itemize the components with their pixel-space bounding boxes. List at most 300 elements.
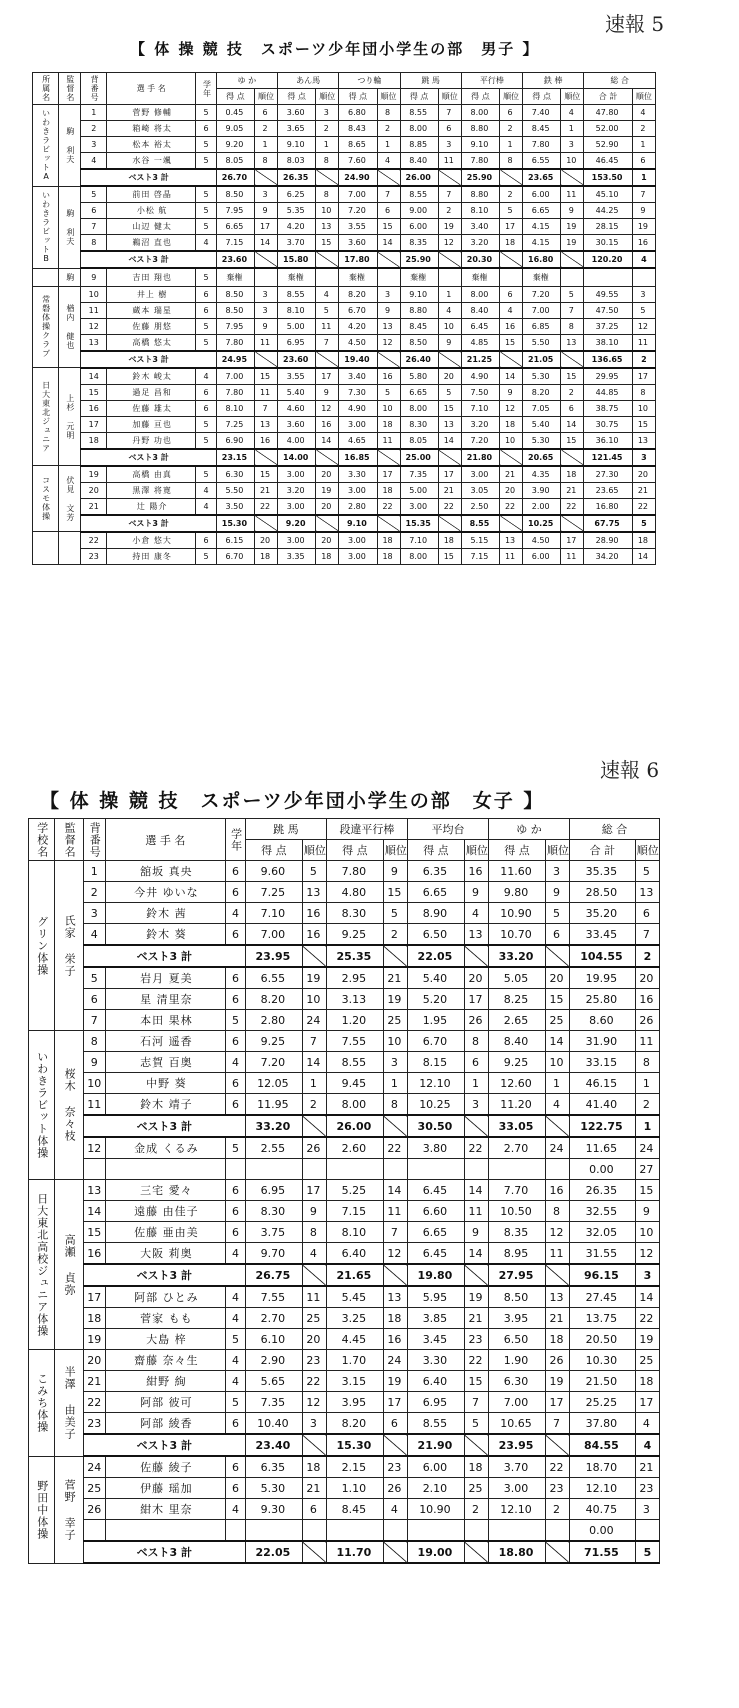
- score-cell: 35.35: [570, 861, 636, 882]
- best3-rank: 2: [632, 351, 655, 368]
- score-cell: 6: [226, 1031, 246, 1052]
- table-row: [33, 137, 656, 153]
- score-cell: 10.25: [407, 1094, 464, 1116]
- score-cell: 6.25: [278, 186, 316, 203]
- score-cell: 15: [464, 1371, 488, 1392]
- score-cell: 8.05: [400, 432, 438, 449]
- table-row: [29, 1308, 660, 1329]
- header-grade: 学年: [226, 819, 246, 861]
- table-row: [29, 1478, 660, 1499]
- best3-score: 27.95: [489, 1264, 546, 1286]
- score-cell: 22: [464, 1137, 488, 1159]
- score-cell: 1: [255, 137, 278, 153]
- bib-number: 2: [83, 882, 105, 903]
- girls-title: 【 体 操 競 技 スポーツ少年団小学生の部 女子 】: [40, 790, 545, 812]
- score-cell: 5.30: [523, 432, 561, 449]
- score-cell: 14: [464, 1243, 488, 1265]
- score-cell: 11: [500, 548, 523, 564]
- score-cell: 4.50: [339, 334, 377, 351]
- score-cell: 4.90: [461, 368, 499, 385]
- score-cell: 7.00: [245, 924, 302, 946]
- table-row: [29, 1052, 660, 1073]
- table-row: [33, 498, 656, 515]
- athlete-name: 佐藤 綾子: [105, 1456, 226, 1478]
- score-cell: 13: [302, 882, 326, 903]
- coach-name: 楢内 健也: [58, 286, 81, 368]
- score-cell: 2.65: [489, 1010, 546, 1031]
- score-cell: 22: [632, 498, 655, 515]
- athlete-name: 蔵本 瑞星: [107, 302, 196, 318]
- athlete-name: 遠藤 由佳子: [105, 1201, 226, 1222]
- score-cell: 9.05: [216, 121, 254, 137]
- best3-slash: [561, 515, 584, 532]
- score-cell: 6.50: [407, 924, 464, 946]
- score-cell: 46.15: [570, 1073, 636, 1094]
- score-cell: 5.15: [461, 532, 499, 549]
- score-cell: 12.05: [245, 1073, 302, 1094]
- score-cell: 1.10: [326, 1478, 383, 1499]
- best3-score: 19.00: [407, 1541, 464, 1563]
- score-cell: 9: [377, 302, 400, 318]
- best3-slash: [500, 449, 523, 466]
- score-cell: 8.15: [407, 1052, 464, 1073]
- bib-number: 13: [83, 1180, 105, 1201]
- score-cell: 11: [383, 1201, 407, 1222]
- club-name: [33, 268, 59, 286]
- score-cell: 21: [302, 1478, 326, 1499]
- club-name: 日大東北高校ジュニア体操: [29, 1180, 55, 1350]
- score-cell: 2: [438, 203, 461, 219]
- best3-slash: [302, 1264, 326, 1286]
- score-cell: 22: [377, 498, 400, 515]
- score-cell: 23: [302, 1350, 326, 1371]
- score-cell: 8.00: [326, 1094, 383, 1116]
- score-cell: 5: [377, 384, 400, 400]
- score-cell: 8.55: [400, 186, 438, 203]
- bib-number: 7: [81, 219, 107, 235]
- score-cell: 16: [632, 235, 655, 252]
- score-cell: 6: [632, 153, 655, 170]
- score-cell: 49.55: [584, 286, 633, 302]
- score-cell: 5.95: [407, 1286, 464, 1308]
- score-cell: 6: [226, 882, 246, 903]
- score-cell: 5: [196, 318, 216, 334]
- coach-name: 氏家 栄子: [55, 861, 83, 1031]
- score-cell: 9.25: [489, 1052, 546, 1073]
- score-cell: 1.20: [326, 1010, 383, 1031]
- bib-number: 26: [83, 1499, 105, 1520]
- best3-slash: [302, 1434, 326, 1456]
- score-cell: 8.20: [339, 286, 377, 302]
- score-cell: 25: [383, 1010, 407, 1031]
- table-row: [33, 334, 656, 351]
- score-cell: 4: [226, 903, 246, 924]
- score-cell: 7.55: [326, 1031, 383, 1052]
- score-cell: 31.90: [570, 1031, 636, 1052]
- score-cell: 3.15: [326, 1371, 383, 1392]
- best3-row: [33, 351, 656, 368]
- score-cell: 8: [316, 186, 339, 203]
- score-cell: 16: [302, 924, 326, 946]
- score-cell: 3: [561, 137, 584, 153]
- score-cell: 6: [196, 384, 216, 400]
- score-cell: 20: [316, 466, 339, 483]
- coach-name: 菅野 幸子: [55, 1456, 83, 1563]
- score-cell: 8.80: [400, 302, 438, 318]
- score-cell: 10: [438, 318, 461, 334]
- score-cell: 8.40: [400, 153, 438, 170]
- header-name: 選 手 名: [105, 819, 226, 861]
- score-cell: 5.40: [278, 384, 316, 400]
- score-cell: 19: [383, 989, 407, 1010]
- bib-number: 21: [81, 498, 107, 515]
- best3-score: 10.25: [523, 515, 561, 532]
- bib-number: 19: [81, 466, 107, 483]
- score-cell: 14: [632, 548, 655, 564]
- boys-title: 【 体 操 競 技 スポーツ少年団小学生の部 男子 】: [130, 40, 540, 58]
- score-cell: 4: [226, 1243, 246, 1265]
- best3-score: 26.00: [400, 169, 438, 186]
- score-cell: [438, 268, 461, 286]
- best3-score: 24.90: [339, 169, 377, 186]
- score-cell: 8: [635, 1052, 659, 1073]
- athlete-name: 高橋 悠太: [107, 334, 196, 351]
- score-cell: 1: [561, 121, 584, 137]
- header-club: 学校名: [29, 819, 55, 861]
- score-cell: 15: [383, 882, 407, 903]
- score-cell: 3.00: [339, 482, 377, 498]
- best3-score: 19.80: [407, 1264, 464, 1286]
- score-cell: 6.00: [400, 219, 438, 235]
- athlete-name: 佐藤 雄太: [107, 400, 196, 416]
- score-cell: 2.00: [523, 498, 561, 515]
- score-cell: 8.00: [461, 105, 499, 121]
- score-cell: 44.25: [584, 203, 633, 219]
- bib-number: 11: [81, 302, 107, 318]
- score-cell: 27: [635, 1159, 659, 1180]
- score-cell: 4: [196, 368, 216, 385]
- table-row: [29, 1286, 660, 1308]
- best3-slash: [438, 251, 461, 268]
- score-cell: 24: [383, 1350, 407, 1371]
- score-cell: 2: [632, 121, 655, 137]
- score-cell: 11: [561, 548, 584, 564]
- score-cell: 37.80: [570, 1413, 636, 1435]
- score-cell: 14: [377, 235, 400, 252]
- score-cell: 3.65: [278, 121, 316, 137]
- best3-score: 23.60: [216, 251, 254, 268]
- score-cell: 7: [635, 924, 659, 946]
- score-cell: 5.05: [489, 967, 546, 989]
- best3-slash: [500, 251, 523, 268]
- bib-number: 6: [83, 989, 105, 1010]
- score-cell: 16: [464, 861, 488, 882]
- score-cell: 36.10: [584, 432, 633, 449]
- score-cell: 6.70: [407, 1031, 464, 1052]
- table-row: [29, 1073, 660, 1094]
- score-cell: 11: [302, 1286, 326, 1308]
- best3-score: 33.05: [489, 1115, 546, 1137]
- score-cell: 17: [302, 1180, 326, 1201]
- score-cell: 7: [377, 186, 400, 203]
- score-cell: 7.50: [461, 384, 499, 400]
- score-cell: 6.55: [245, 967, 302, 989]
- score-cell: 5.20: [407, 989, 464, 1010]
- score-cell: 13: [500, 532, 523, 549]
- best3-total: 153.50: [584, 169, 633, 186]
- score-cell: 21.50: [570, 1371, 636, 1392]
- best3-slash: [464, 1115, 488, 1137]
- score-cell: 13.75: [570, 1308, 636, 1329]
- score-cell: 12.10: [489, 1499, 546, 1520]
- score-cell: 11: [464, 1201, 488, 1222]
- best3-total: 122.75: [570, 1115, 636, 1137]
- coach-name: 上杉 元明: [58, 368, 81, 466]
- best3-slash: [464, 1434, 488, 1456]
- score-cell: 14: [464, 1180, 488, 1201]
- best3-label: ベスト3 計: [81, 251, 216, 268]
- score-cell: 8: [377, 105, 400, 121]
- score-cell: 9: [302, 1201, 326, 1222]
- header-event: つり輪: [339, 73, 400, 89]
- score-cell: 8.55: [407, 1413, 464, 1435]
- table-row: [33, 302, 656, 318]
- header-grade: 学年: [196, 73, 216, 105]
- score-cell: 9.25: [326, 924, 383, 946]
- score-cell: 8.55: [400, 105, 438, 121]
- score-cell: 2: [500, 121, 523, 137]
- score-cell: 7: [316, 334, 339, 351]
- best3-slash: [377, 169, 400, 186]
- athlete-name: 阿部 綾香: [105, 1413, 226, 1435]
- score-cell: 8.80: [461, 186, 499, 203]
- score-cell: 22: [545, 1456, 569, 1478]
- best3-score: 21.05: [523, 351, 561, 368]
- score-cell: 5: [196, 153, 216, 170]
- score-cell: 21: [561, 482, 584, 498]
- best3-rank: 5: [632, 515, 655, 532]
- best3-score: 23.95: [245, 945, 302, 967]
- bib-number: 13: [81, 334, 107, 351]
- score-cell: 6.60: [407, 1201, 464, 1222]
- score-cell: 9: [464, 882, 488, 903]
- best3-score: 21.90: [407, 1434, 464, 1456]
- score-cell: 7: [302, 1031, 326, 1052]
- athlete-name: 鵜沼 直也: [107, 235, 196, 252]
- score-cell: 2: [302, 1094, 326, 1116]
- best3-score: 26.00: [326, 1115, 383, 1137]
- score-cell: 10.70: [489, 924, 546, 946]
- best3-score: 17.80: [339, 251, 377, 268]
- score-cell: 3.95: [489, 1308, 546, 1329]
- best3-rank: 5: [635, 1541, 659, 1563]
- score-cell: 16: [635, 989, 659, 1010]
- bib-number: 9: [83, 1052, 105, 1073]
- score-cell: 21: [500, 466, 523, 483]
- score-cell: 3.20: [278, 482, 316, 498]
- score-cell: 10.30: [570, 1350, 636, 1371]
- score-cell: 10: [561, 153, 584, 170]
- score-cell: 9: [545, 882, 569, 903]
- bib-number: 3: [83, 903, 105, 924]
- score-cell: 4: [226, 1371, 246, 1392]
- score-cell: 7.95: [216, 203, 254, 219]
- score-cell: 27.30: [584, 466, 633, 483]
- coach-name: 桜木 奈々枝: [55, 1031, 83, 1180]
- score-cell: 20: [500, 482, 523, 498]
- header-score: 得 点: [489, 840, 546, 861]
- header-score: 得 点: [407, 840, 464, 861]
- score-cell: 4: [226, 1308, 246, 1329]
- table-row: [33, 432, 656, 449]
- score-cell: 5.30: [245, 1478, 302, 1499]
- score-cell: 5: [196, 203, 216, 219]
- best3-rank: 3: [632, 449, 655, 466]
- score-cell: 17: [561, 532, 584, 549]
- score-cell: 6.45: [461, 318, 499, 334]
- header-rank: 順位: [255, 89, 278, 105]
- score-cell: 6.95: [245, 1180, 302, 1201]
- score-cell: 8: [302, 1222, 326, 1243]
- score-cell: 3.20: [461, 235, 499, 252]
- score-cell: 5: [196, 334, 216, 351]
- score-cell: 9: [500, 384, 523, 400]
- score-cell: 4.90: [339, 400, 377, 416]
- athlete-name: 金成 くるみ: [105, 1137, 226, 1159]
- score-cell: 6.10: [245, 1329, 302, 1350]
- score-cell: 3.30: [407, 1350, 464, 1371]
- score-cell: 7: [561, 302, 584, 318]
- score-cell: 棄権: [400, 268, 438, 286]
- score-cell: 2: [561, 384, 584, 400]
- score-cell: 12: [438, 235, 461, 252]
- score-cell: 23: [464, 1329, 488, 1350]
- score-cell: 25.25: [570, 1392, 636, 1413]
- score-cell: 22: [255, 498, 278, 515]
- table-row: [33, 219, 656, 235]
- best3-slash: [383, 1264, 407, 1286]
- score-cell: 3.00: [339, 532, 377, 549]
- score-cell: 3.70: [278, 235, 316, 252]
- score-cell: 4: [226, 1350, 246, 1371]
- best3-score: 16.80: [523, 251, 561, 268]
- score-cell: 3.00: [339, 416, 377, 432]
- score-cell: 9.70: [245, 1243, 302, 1265]
- score-cell: 5.45: [326, 1286, 383, 1308]
- table-row: [29, 1243, 660, 1265]
- score-cell: 18.70: [570, 1456, 636, 1478]
- score-cell: 2.90: [245, 1350, 302, 1371]
- score-cell: 20: [632, 466, 655, 483]
- score-cell: 8.60: [570, 1010, 636, 1031]
- score-cell: [226, 1159, 246, 1180]
- score-cell: 12.10: [407, 1073, 464, 1094]
- table-row: [29, 1350, 660, 1371]
- table-row: [29, 1031, 660, 1052]
- score-cell: 17: [438, 466, 461, 483]
- score-cell: 24: [635, 1137, 659, 1159]
- header-event: ゆ か: [489, 819, 570, 840]
- club-name: 野田中体操: [29, 1456, 55, 1563]
- score-cell: 6.30: [489, 1371, 546, 1392]
- score-cell: 22: [500, 498, 523, 515]
- score-cell: 3.50: [216, 498, 254, 515]
- athlete-name: 石河 遥香: [105, 1031, 226, 1052]
- best3-slash: [377, 515, 400, 532]
- score-cell: 4.15: [523, 219, 561, 235]
- score-cell: 6: [226, 861, 246, 882]
- table-row: [33, 368, 656, 385]
- score-cell: 15: [438, 548, 461, 564]
- athlete-name: 星 清里奈: [105, 989, 226, 1010]
- score-cell: 棄権: [461, 268, 499, 286]
- score-cell: [316, 268, 339, 286]
- score-cell: 10: [377, 400, 400, 416]
- header-event: 段違平行棒: [326, 819, 407, 840]
- score-cell: 20: [464, 967, 488, 989]
- header-rank: 順位: [316, 89, 339, 105]
- score-cell: 33.45: [570, 924, 636, 946]
- score-cell: 8.20: [523, 384, 561, 400]
- best3-slash: [316, 169, 339, 186]
- score-cell: 47.80: [584, 105, 633, 121]
- best3-score: 8.55: [461, 515, 499, 532]
- bib-number: 22: [83, 1392, 105, 1413]
- table-row: [29, 1010, 660, 1031]
- score-cell: 13: [561, 334, 584, 351]
- score-cell: 28.90: [584, 532, 633, 549]
- score-cell: 3.55: [339, 219, 377, 235]
- score-cell: 18: [316, 548, 339, 564]
- score-cell: 1: [377, 137, 400, 153]
- best3-score: 26.70: [216, 169, 254, 186]
- score-cell: 4: [226, 1499, 246, 1520]
- stamp-top: 速報 5: [605, 12, 665, 36]
- best3-total: 120.20: [584, 251, 633, 268]
- score-cell: 11: [316, 318, 339, 334]
- score-cell: 28.50: [570, 882, 636, 903]
- best3-score: 25.90: [461, 169, 499, 186]
- score-cell: 7: [464, 1392, 488, 1413]
- best3-slash: [255, 351, 278, 368]
- athlete-name: 齋藤 奈々生: [105, 1350, 226, 1371]
- score-cell: 8.90: [407, 903, 464, 924]
- score-cell: 3.00: [339, 548, 377, 564]
- score-cell: 30.75: [584, 416, 633, 432]
- score-cell: 1.70: [326, 1350, 383, 1371]
- score-cell: 9.45: [326, 1073, 383, 1094]
- score-cell: 9.10: [278, 137, 316, 153]
- header-event: 平均台: [407, 819, 488, 840]
- score-cell: 6.95: [278, 334, 316, 351]
- score-cell: 22: [438, 498, 461, 515]
- best3-slash: [377, 449, 400, 466]
- score-cell: 4: [561, 105, 584, 121]
- score-cell: 8.40: [461, 302, 499, 318]
- score-cell: 6: [226, 1201, 246, 1222]
- table-row: [29, 1159, 660, 1180]
- score-cell: 2.95: [326, 967, 383, 989]
- score-cell: 6: [545, 924, 569, 946]
- score-cell: 6: [464, 1052, 488, 1073]
- score-cell: 8.43: [339, 121, 377, 137]
- score-cell: 19: [302, 967, 326, 989]
- score-cell: 4.80: [326, 882, 383, 903]
- header-bib: 背番号: [83, 819, 105, 861]
- score-cell: 7.70: [489, 1180, 546, 1201]
- score-cell: 20: [255, 532, 278, 549]
- best3-score: 19.40: [339, 351, 377, 368]
